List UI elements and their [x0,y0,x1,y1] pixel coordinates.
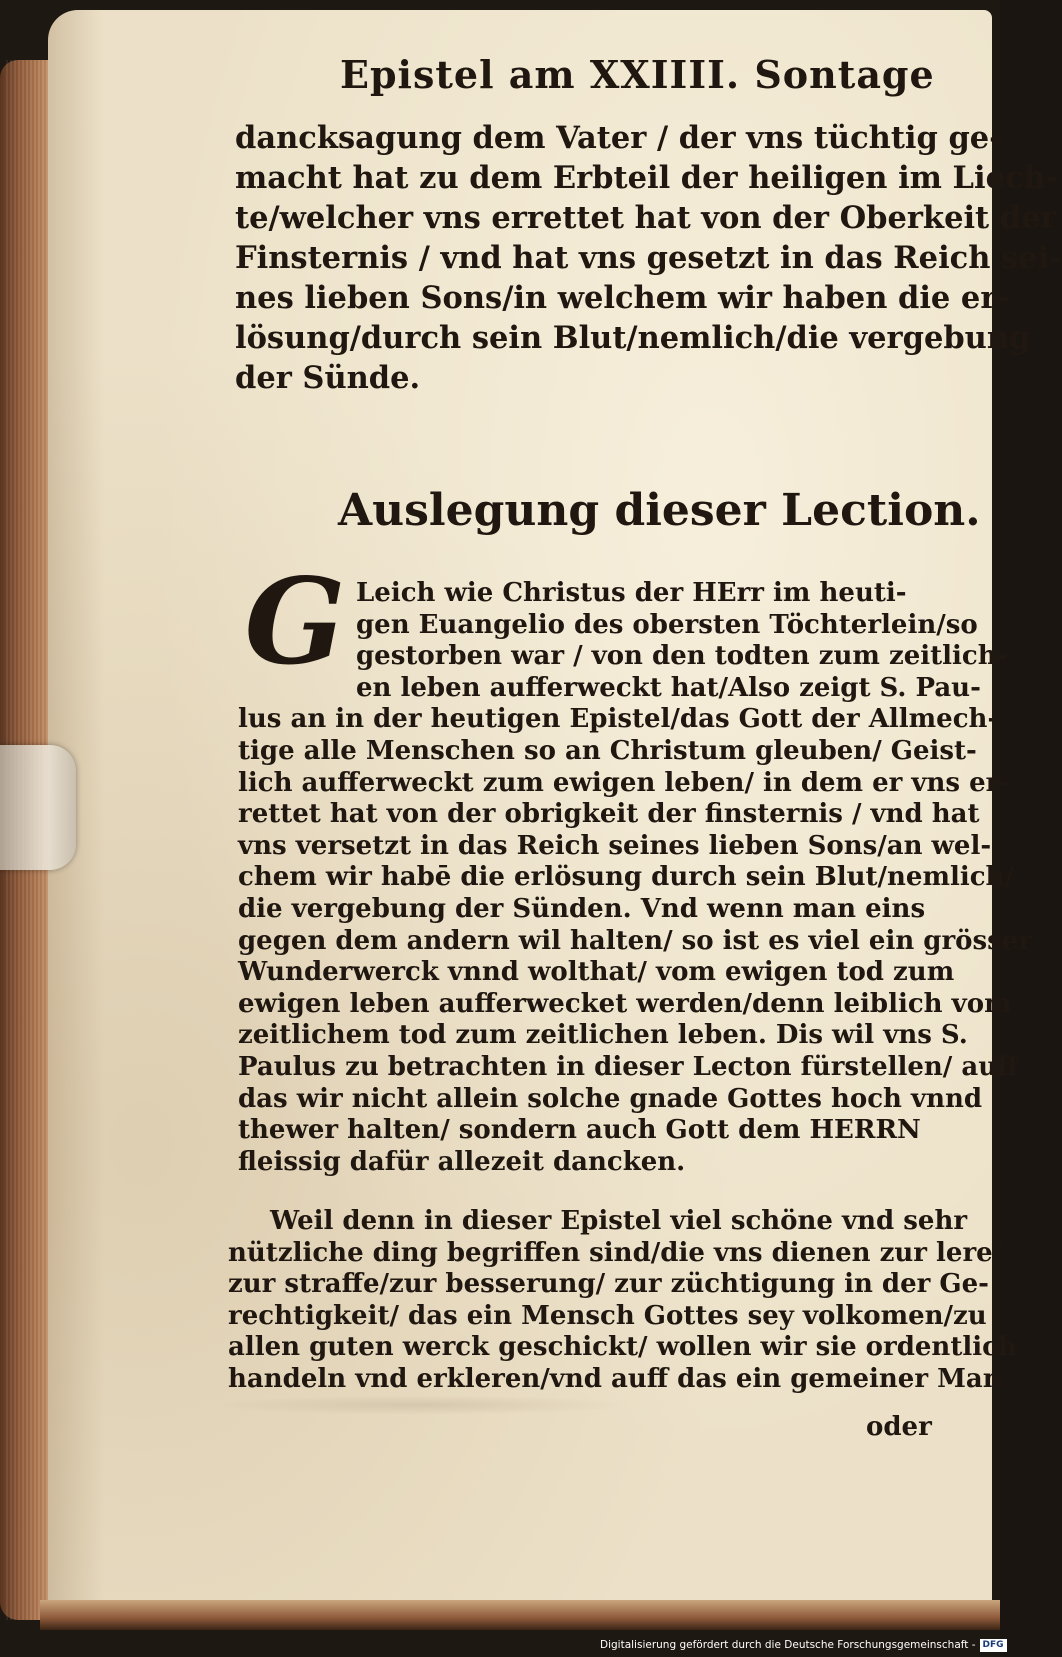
second-paragraph [228,1206,1017,1396]
ink-smudge [210,1395,630,1415]
page-clip [0,745,76,870]
text-line: gestorben war / von den todten zum zeitlich- [356,641,1008,672]
text-line: nützliche ding begriffen sind/die vns dienen zur lere/ [228,1237,1003,1268]
text-line: gegen dem andern wil halten/ so ist es viel ein grösser [238,925,1033,956]
text-line: chem wir habē die erlösung durch sein Blut/nemlich/ [238,862,1014,893]
text-line: zeitlichem tod zum zeitlichen leben. Dis wil vns S. [238,1020,968,1051]
text-line: allen guten werck geschickt/ wollen wir sie ordentlich [228,1332,1017,1363]
text-line: zur straffe/zur besserung/ zur züchtigung in der Ge- [228,1269,989,1300]
running-header: Epistel am XXIIII. Sontage [340,52,935,97]
decorated-initial: G [244,552,346,691]
text-line: lus an in der heutigen Epistel/das Gott der Allmech- [238,704,999,735]
catchword: oder [866,1412,932,1442]
text-line: Paulus zu betrachten in dieser Lecton fürstellen/ auff [238,1051,1019,1082]
text-line: nes lieben Sons/in welchem wir haben die er- [235,280,1010,316]
text-line: fleissig dafür allezeit dancken. [238,1146,686,1177]
text-line: handeln vnd erkleren/vnd auff das ein gemeiner Man [228,1363,1002,1394]
text-line: gen Euangelio des obersten Töchterlein/so [356,609,978,640]
text-line: thewer halten/ sondern auch Gott dem HERRN [238,1115,921,1146]
text-line: lösung/durch sein Blut/nemlich/die vergebung [235,320,1031,356]
text-line: lich aufferweckt zum ewigen leben/ in dem er vns er- [238,767,1011,798]
text-line: Wunderwerck vnnd wolthat/ vom ewigen tod zum [238,957,955,988]
text-line: macht hat zu dem Erbteil der heiligen im Liech- [235,160,1059,196]
section-title: Auslegung dieser Lection. [338,485,981,536]
digitization-credit [600,1636,1004,1654]
text-line: rechtigkeit/ das ein Mensch Gottes sey volkomen/zu [228,1300,987,1331]
epistle-text [235,118,1062,398]
book-bottom-edge [40,1600,1000,1630]
text-line: te/welcher vns errettet hat von der Oberkeit der [235,200,1057,236]
text-line: dancksagung dem Vater / der vns tüchtig ge- [235,120,1002,156]
text-line: Weil denn in dieser Epistel viel schöne vnd sehr [270,1206,968,1236]
text-line: die vergebung der Sünden. Vnd wenn man eins [238,893,926,924]
text-line: rettet hat von der obrigkeit der finsternis / vnd hat [238,799,980,830]
text-line: das wir nicht allein solche gnade Gottes hoch vnnd [238,1083,983,1114]
text-line: tige alle Menschen so an Christum gleuben/ Geist- [238,735,977,766]
text-line: en leben aufferweckt hat/Also zeigt S. Pau- [356,672,981,703]
dfg-logo: DFG [980,1639,1007,1652]
text-line: vns versetzt in das Reich seines lieben Sons/an wel- [238,830,992,861]
text-line: Leich wie Christus der HErr im heuti- [356,578,907,608]
text-line: ewigen leben aufferwecket werden/denn leiblich vom [238,988,1012,1019]
text-line: Finsternis / vnd hat vns gesetzt in das Reich sei- [235,240,1062,276]
credit-text: Digitalisierung gefördert durch die Deutsche Forschungsgemeinschaft - [600,1639,976,1651]
exposition-paragraph [238,578,1033,1178]
text-line: der Sünde. [235,360,421,396]
